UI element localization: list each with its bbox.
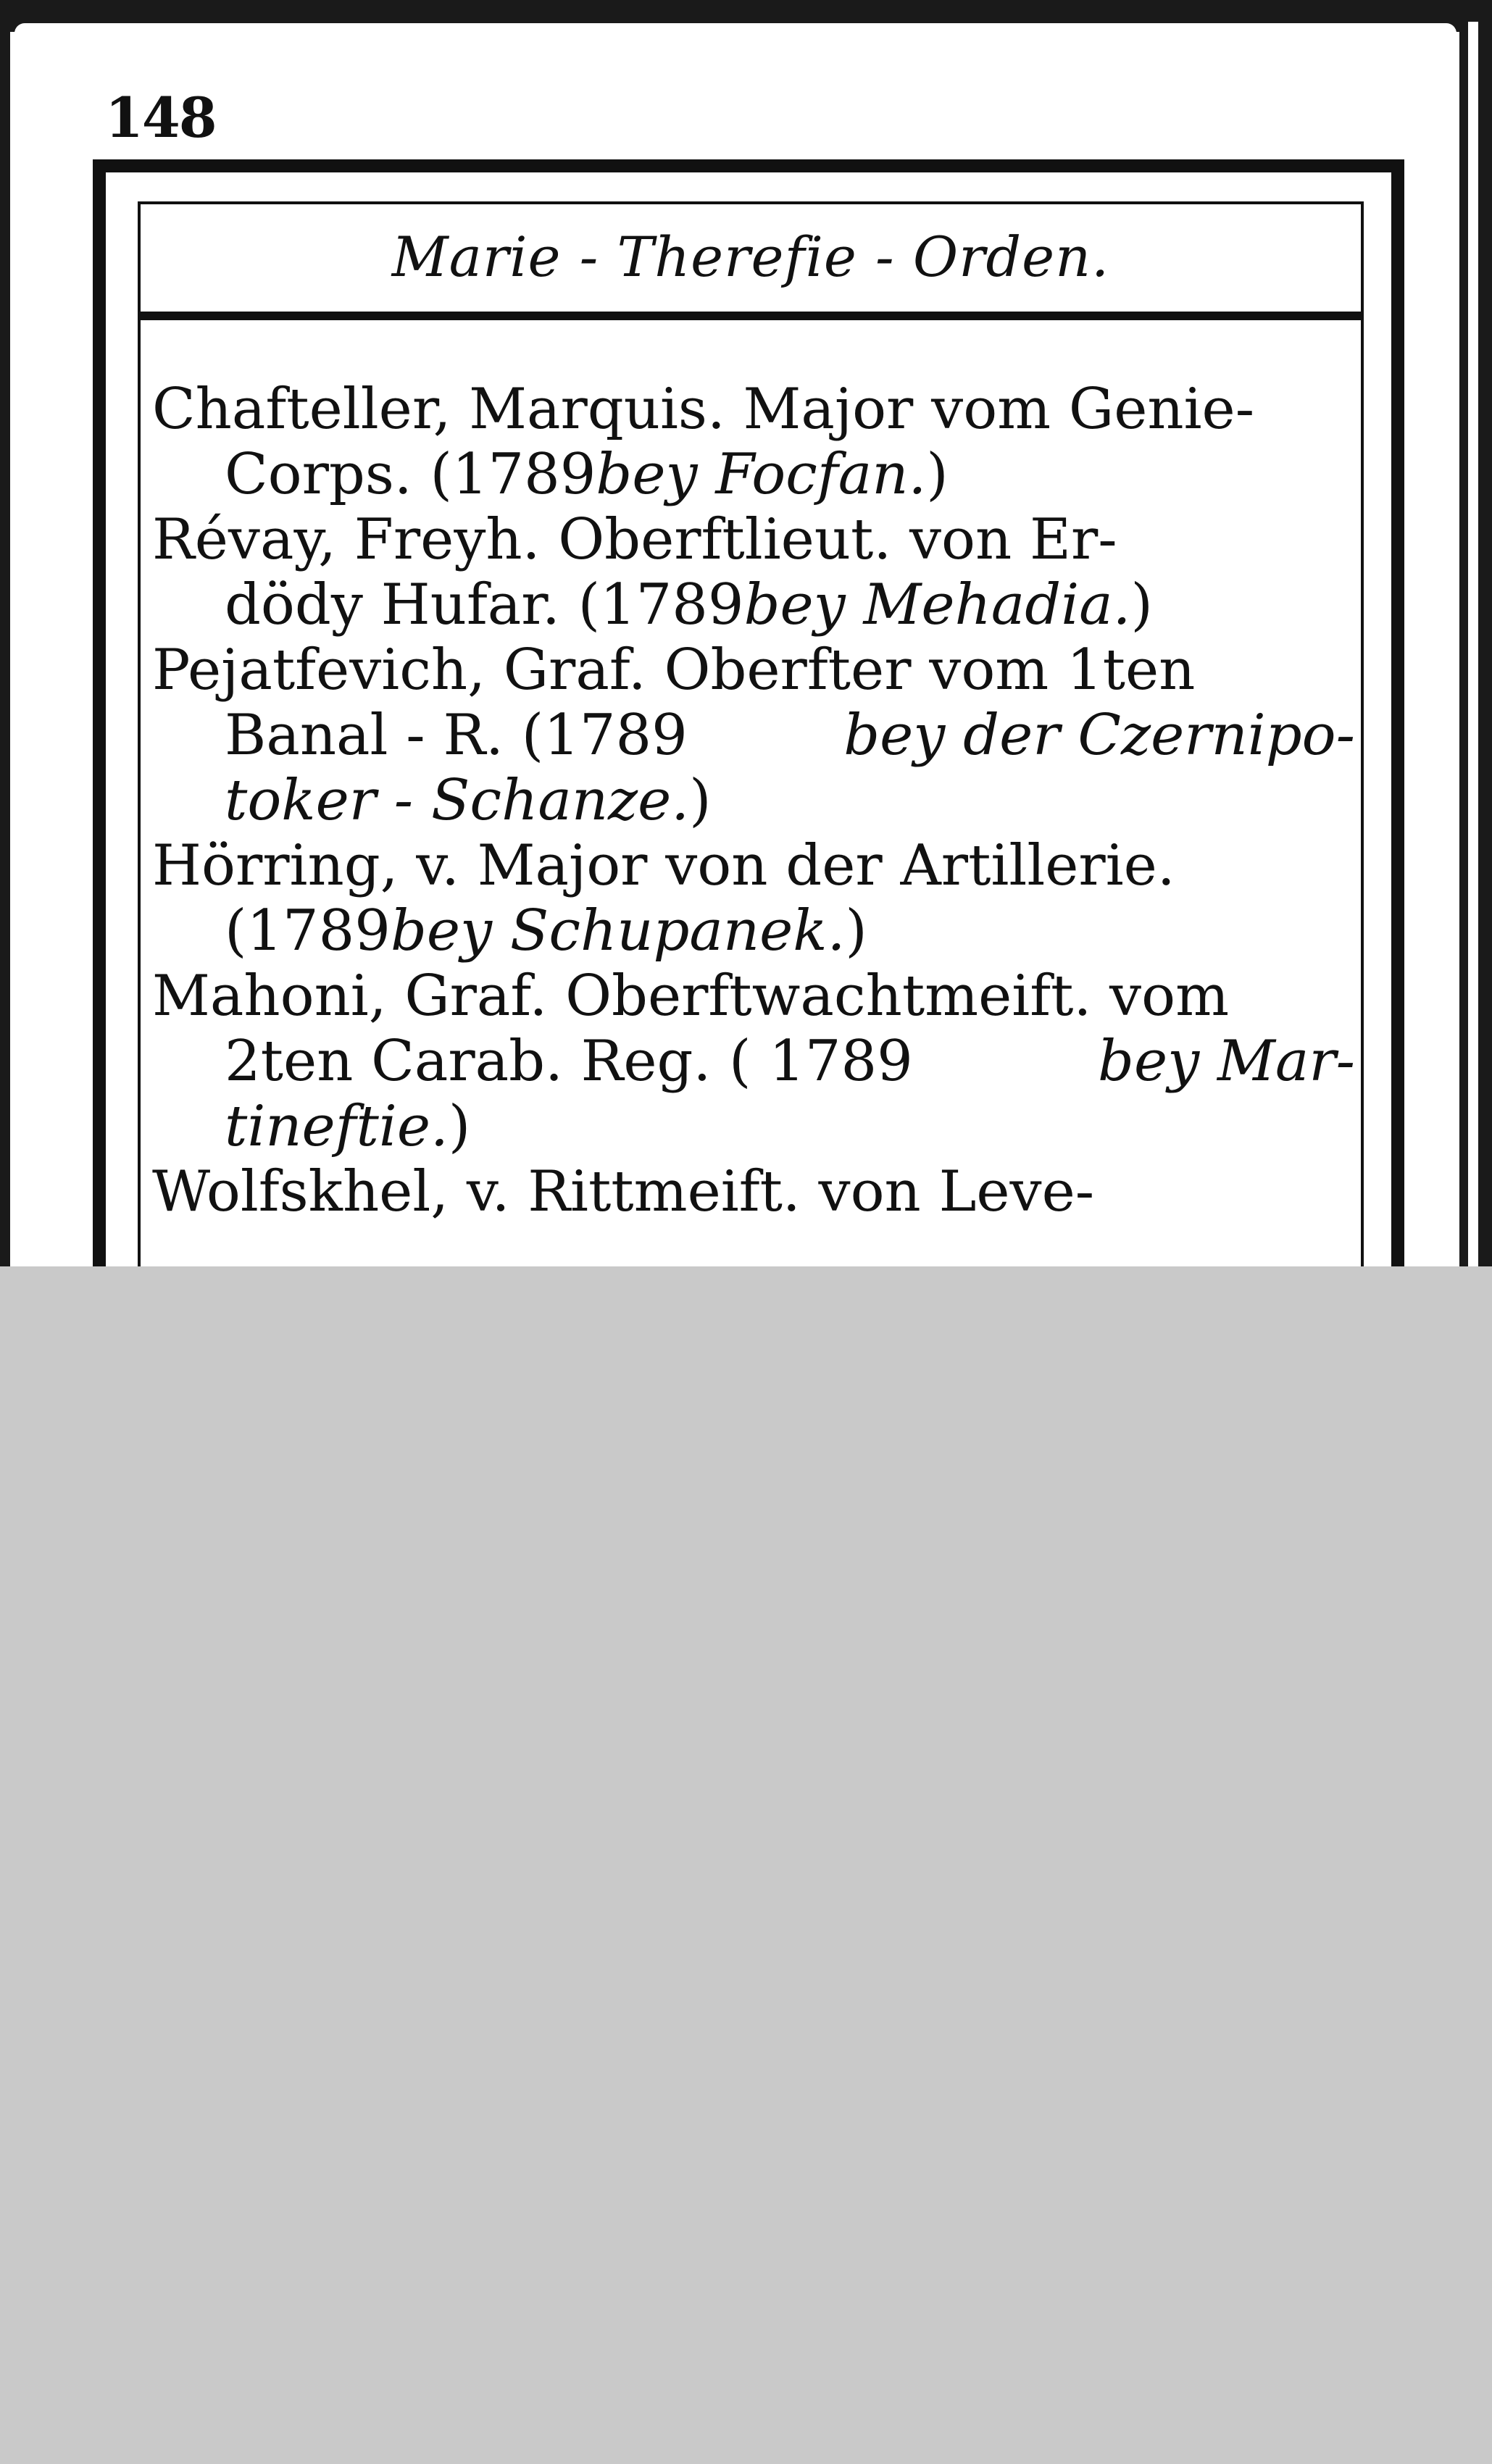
entry — [152, 1159, 1355, 1224]
text: Chafteller, Marquis. Major vom Genie- — [152, 377, 1255, 442]
entry-line — [152, 507, 1355, 572]
text: Hörring, v. Major von der Artillerie. — [152, 833, 1175, 898]
italic-text: bey Focfan. — [596, 442, 927, 507]
entry-continuation-line — [152, 768, 1355, 833]
text: 2ten Carab. Reg. ( 1789 — [225, 1029, 913, 1094]
text: ) — [448, 1094, 471, 1159]
entry — [152, 377, 1355, 507]
entry-line — [152, 1159, 1355, 1224]
text: Mahoni, Graf. Oberftwachtmeift. vom — [152, 964, 1230, 1029]
page-right-edge-light — [1468, 22, 1478, 1266]
text: Corps. (1789 — [225, 442, 596, 507]
text: Révay, Freyh. Oberftlieut. von Er- — [152, 507, 1117, 572]
entry-line — [152, 833, 1355, 898]
entry-continuation-line — [152, 1094, 1355, 1159]
entry-line — [152, 377, 1355, 442]
entry-continuation-line — [152, 442, 1355, 507]
italic-text: bey der Czernipo- — [843, 703, 1355, 768]
italic-text: bey Mar- — [1098, 1029, 1355, 1094]
entry-continuation-line — [152, 703, 1355, 768]
page-top-edge-inner — [14, 23, 1456, 42]
text: ) — [689, 768, 712, 833]
entry-list — [152, 377, 1355, 1224]
entry — [152, 638, 1355, 833]
text: ) — [1130, 572, 1153, 638]
entry — [152, 964, 1355, 1159]
header-rule — [138, 312, 1364, 320]
text: ) — [926, 442, 949, 507]
entry-continuation-line — [152, 1029, 1355, 1094]
entry-continuation-line — [152, 572, 1355, 638]
entry-continuation-line — [152, 898, 1355, 964]
entry-line — [152, 638, 1355, 703]
italic-text: toker - Schanze. — [225, 768, 690, 833]
text: Pejatfevich, Graf. Oberfter vom 1ten — [152, 638, 1196, 703]
text: ) — [845, 898, 867, 964]
text: dödy Hufar. (1789 — [225, 572, 744, 638]
page-left-edge — [0, 0, 10, 1266]
entry-line — [152, 964, 1355, 1029]
italic-text: tineftie. — [225, 1094, 449, 1159]
entry — [152, 507, 1355, 638]
entry — [152, 833, 1355, 964]
text: (1789 — [225, 898, 391, 964]
italic-text: bey Mehadia. — [743, 572, 1131, 638]
page-header: Marie - Therefie - Orden. — [391, 225, 1110, 289]
blank-area — [0, 1266, 1492, 2464]
page-number: 148 — [105, 85, 216, 150]
italic-text: bey Schupanek. — [390, 898, 846, 964]
text: Banal - R. (1789 — [225, 703, 688, 768]
text: Wolfskhel, v. Rittmeift. von Leve- — [152, 1159, 1095, 1224]
